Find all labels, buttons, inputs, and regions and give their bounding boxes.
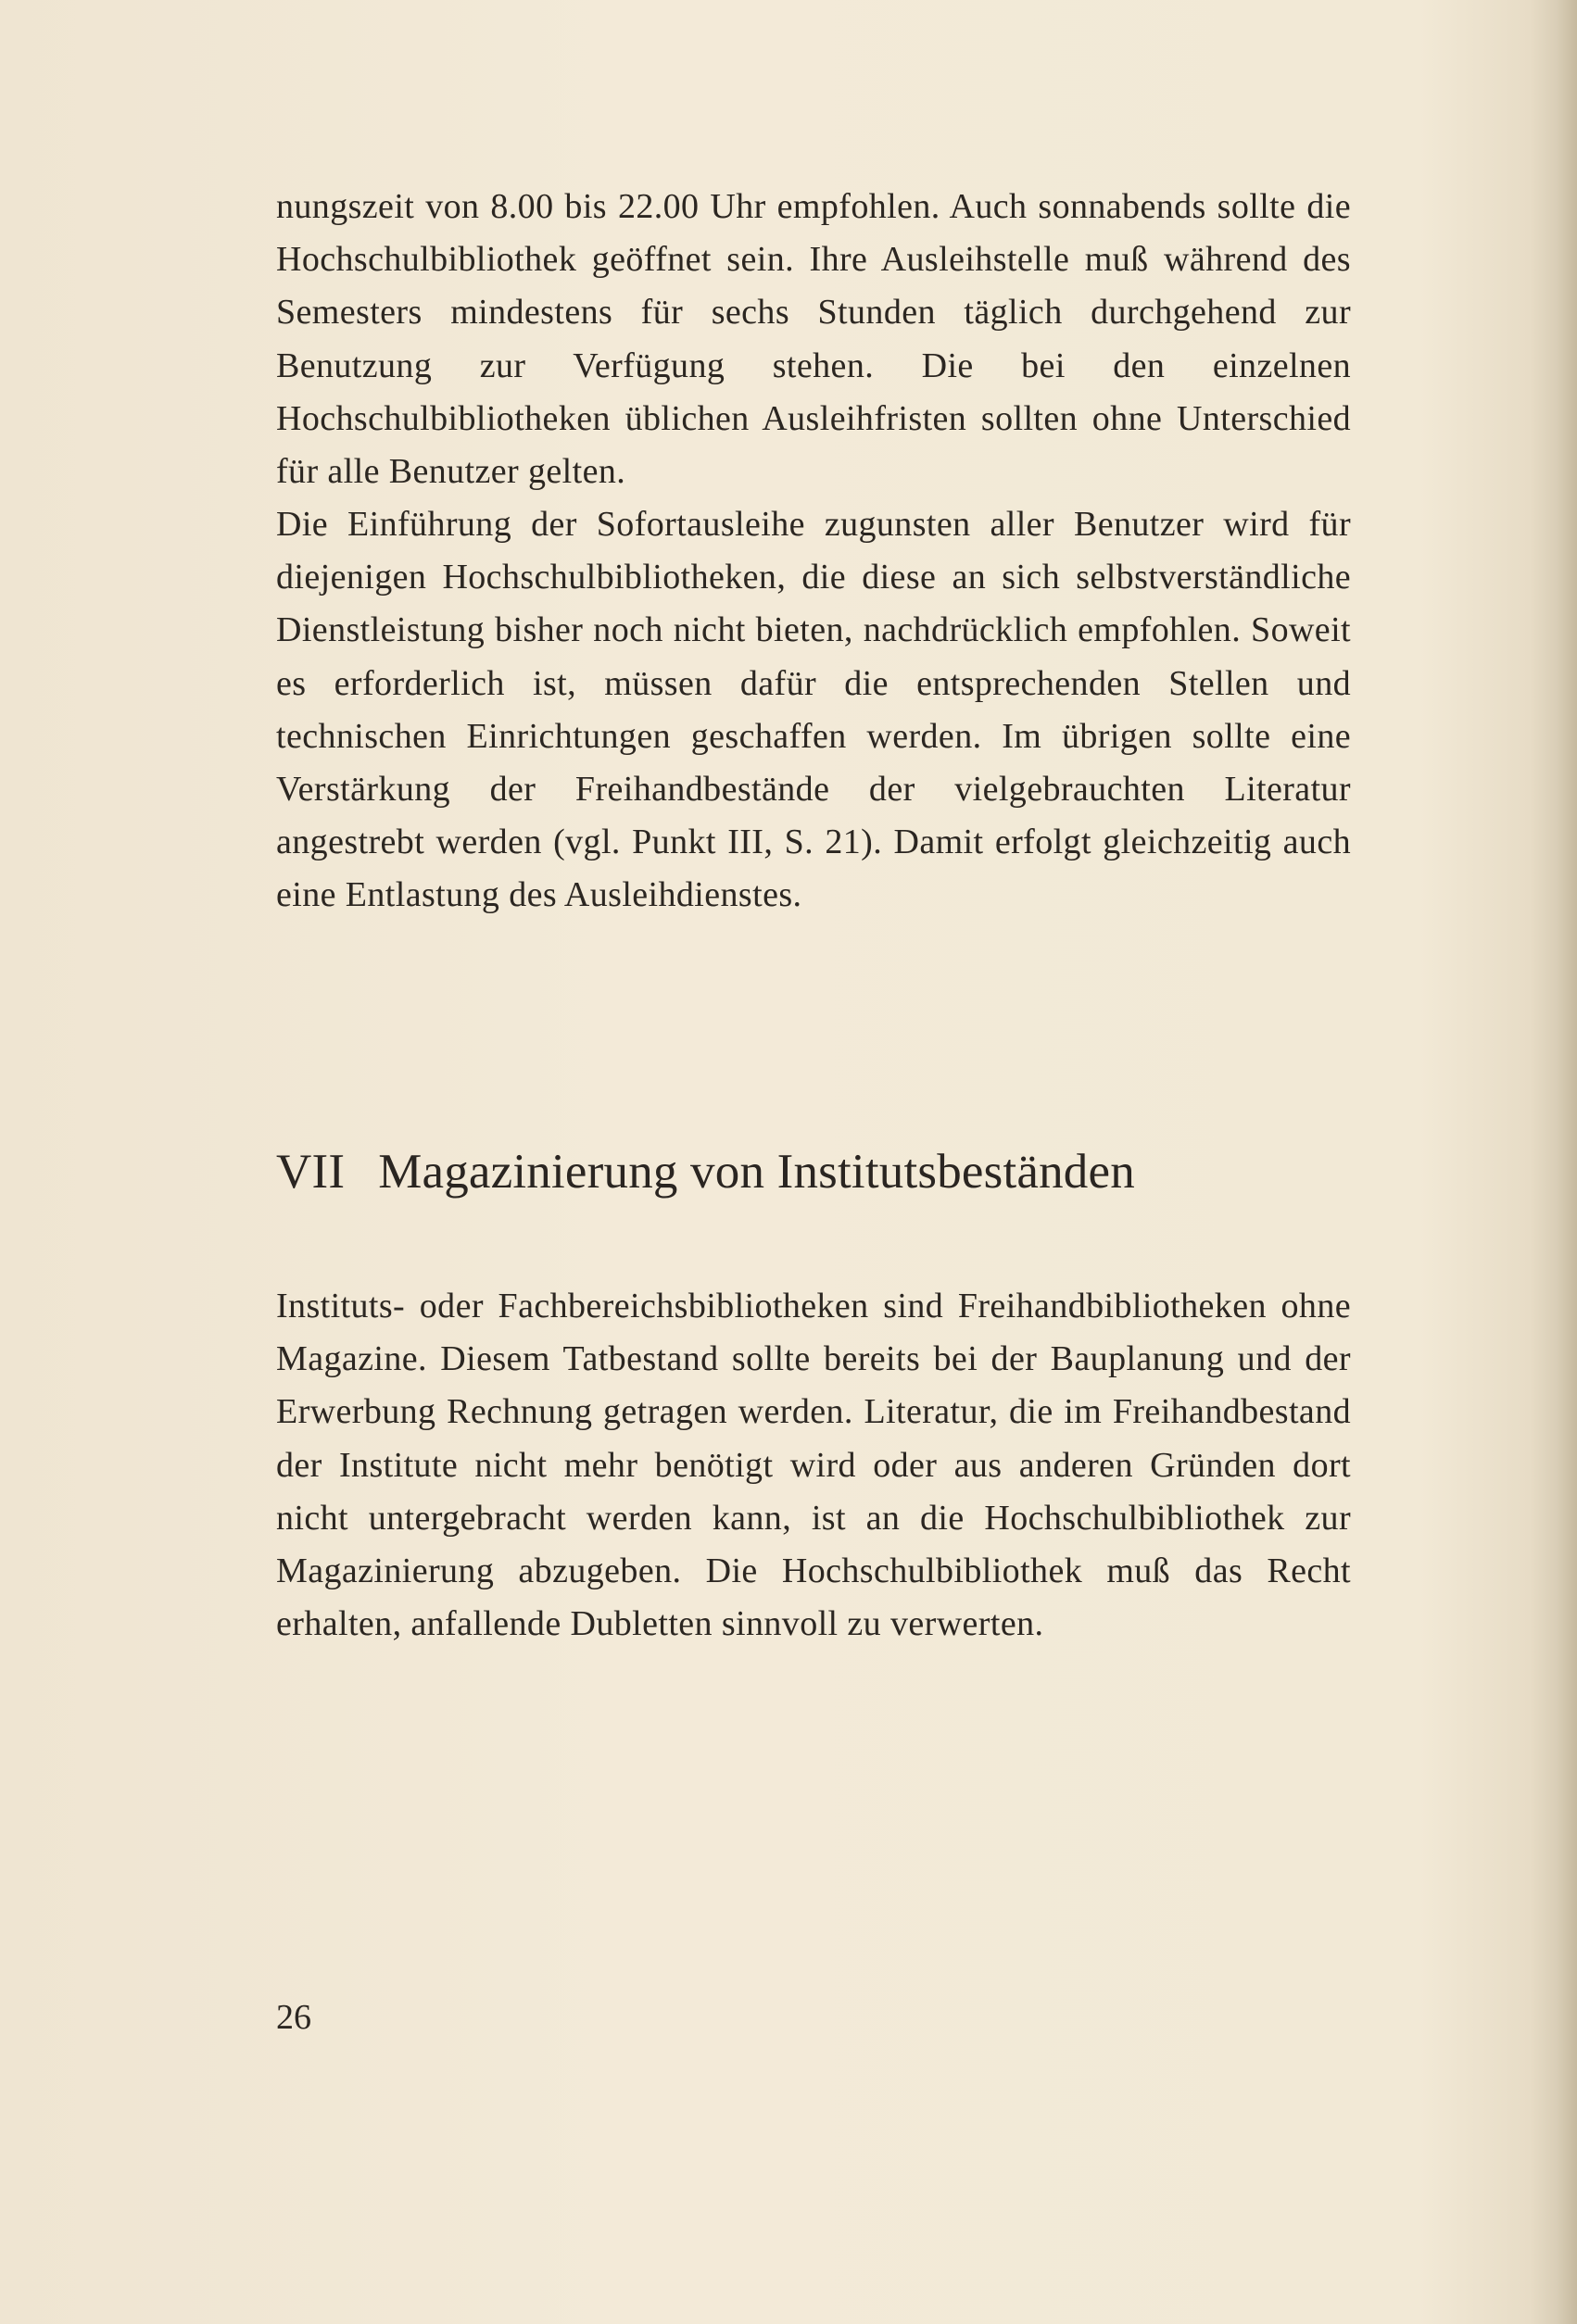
- page-number: 26: [276, 1998, 311, 2037]
- section-heading: [276, 1144, 1135, 1200]
- paragraph-opening-hours: [276, 181, 1351, 498]
- paragraph-text: Die Einführung der Sofortausleihe zugunsten aller Benutzer wird für diejenigen Hochschulbibliotheken, die diese an sich selbstverständliche Dienstleistung bisher noch nicht bieten, nachdrücklich empfohlen. Soweit es erforderlich ist, müssen dafür die entsprechenden Stellen und technischen Einrichtungen geschaffen werden. Im übrigen sollte eine Verstärkung der Freihandbestände der vielgebrauchten Literatur angestrebt werden (vgl. Punkt III, S. 21). Damit erfolgt gleichzeitig auch eine Entlastung des Ausleihdienstes.: [276, 505, 1351, 915]
- paragraph-text: nungszeit von 8.00 bis 22.00 Uhr empfohlen. Auch sonnabends sollte die Hochschulbibliothek geöffnet sein. Ihre Ausleihstelle muß während des Semesters mindestens für sechs Stunden täglich durchgehend zur Benutzung zur Verfügung stehen. Die bei den einzelnen Hochschulbibliotheken üblichen Ausleihfristen sollten ohne Unterschied für alle Benutzer gelten.: [276, 187, 1351, 492]
- section-number: VII: [276, 1145, 346, 1199]
- page-edge: [1557, 0, 1577, 2324]
- paragraph-immediate-lending: [276, 498, 1351, 923]
- paragraph-section-body: [276, 1280, 1351, 1651]
- section-title: Magazinierung von Institutsbeständen: [378, 1145, 1135, 1199]
- paragraph-text: Instituts- oder Fachbereichsbibliotheken sind Freihandbibliotheken ohne Magazine. Diesem Tatbestand sollte bereits bei der Bauplanung und der Erwerbung Rechnung getragen werden. Literatur, die im Freihandbestand der Institute nicht mehr benötigt wird oder aus anderen Gründen dort nicht untergebracht werden kann, ist an die Hochschulbibliothek zur Magazinierung abzugeben. Die Hochschulbibliothek muß das Recht erhalten, anfallende Dubletten sinnvoll zu verwerten.: [276, 1287, 1351, 1644]
